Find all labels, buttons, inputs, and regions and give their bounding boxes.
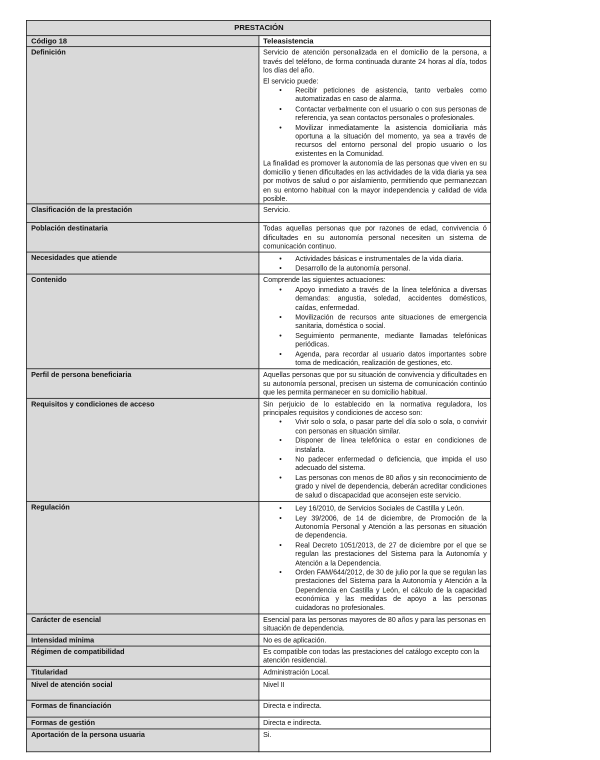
row-requisitos — [26, 398, 490, 502]
definicion-intro: Servicio de atención personalizada en el domicilio de la persona, a través del teléfono, de forma continuada durante 24 horas al día, todos los días del año. — [263, 48, 487, 75]
regulacion-label: Regulación — [26, 502, 258, 614]
list-item: • Contactar verbalmente con el usuario o con sus personas de referencia, ya sean contactos personales o profesionales. — [295, 104, 487, 122]
regulacion-value — [259, 502, 491, 614]
contenido-lead: Comprende las siguientes actuaciones: — [263, 275, 386, 285]
financiacion-value: Directa e indirecta. — [259, 700, 491, 717]
definicion-lead: El servicio puede: — [263, 76, 319, 85]
regulacion-list — [263, 504, 487, 612]
perfil-value: Aquellas personas que por su situación de convivencia y dificultades en su autonomía personal, precisen un sistema de comunicación continúo que les permita permanecer en su domicilio habitual. — [259, 369, 491, 398]
list-item: • Actividades básicas e instrumentales de la vida diaria. — [295, 254, 487, 263]
caracter-value: Esencial para las personas mayores de 80 años y para las personas en situación de dependencia. — [259, 614, 491, 634]
requisitos-lead: Sin perjuicio de lo establecido en la normativa reguladora, los principales requisitos y condiciones de acceso son: — [263, 399, 487, 417]
row-clasificacion — [26, 204, 490, 223]
gestion-label: Formas de gestión — [26, 717, 258, 729]
intensidad-label: Intensidad mínima — [26, 634, 258, 646]
table-title: PRESTACIÓN — [26, 20, 490, 35]
list-item: • Agenda, para recordar al usuario datos importantes sobre toma de medicación, realización de gestiones, etc. — [295, 349, 487, 367]
codigo-label: Código 18 — [26, 36, 258, 47]
requisitos-value — [259, 398, 491, 502]
titularidad-value: Administración Local. — [259, 666, 491, 679]
list-item: • Movilizar inmediatamente la asistencia domiciliaria más oportuna a la situación del momento, ya sea a través de recursos del entorno personal del propio usuario o los existentes en la Comunidad. — [295, 123, 487, 158]
list-item: • No padecer enfermedad o deficiencia, que impida el uso adecuado del sistema. — [295, 455, 487, 473]
row-aportacion — [26, 729, 490, 752]
caracter-label: Carácter de esencial — [26, 614, 258, 634]
row-poblacion — [26, 223, 490, 252]
necesidades-list — [263, 254, 487, 272]
poblacion-value: Todas aquellas personas que por razones de edad, convivencia ó dificultades en su autonomía personal necesiten un sistema de comunicación continuo. — [259, 223, 491, 252]
row-definicion — [26, 47, 490, 204]
row-necesidades — [26, 252, 490, 275]
table-header-row — [26, 20, 490, 35]
intensidad-value: No es de aplicación. — [259, 634, 491, 646]
prestacion-sheet — [26, 20, 491, 752]
list-item: • Orden FAM/644/2012, de 30 de julio por la que se regulan las prestaciones del Sistema para la Autonomía y Atención a la Dependencia en Castilla y León, el cálculo de la capacidad económica y las medidas de apoyo a las personas cuidadoras no profesionales. — [295, 568, 487, 612]
row-gestion — [26, 717, 490, 729]
regimen-label: Régimen de compatibilidad — [26, 646, 258, 666]
clasificacion-value: Servicio. — [259, 204, 491, 223]
list-item: • Vivir solo o sola, o pasar parte del día solo o sola, o convivir con personas en situación similar. — [295, 418, 487, 436]
row-caracter — [26, 614, 490, 634]
list-item: • Recibir peticiones de asistencia, tanto verbales como automatizadas en caso de alarma. — [295, 86, 487, 104]
definicion-value — [259, 47, 491, 204]
regimen-value: Es compatible con todas las prestaciones del catálogo excepto con la atención residencial. — [259, 646, 491, 666]
list-item: • Ley 39/2006, de 14 de diciembre, de Promoción de la Autonomía Personal y Atención a las personas en situación de dependencia. — [295, 513, 487, 539]
definicion-label: Definición — [26, 47, 258, 204]
nivel-label: Nivel de atención social — [26, 679, 258, 700]
row-regimen — [26, 646, 490, 666]
list-item: • Ley 16/2010, de Servicios Sociales de Castilla y León. — [295, 504, 487, 513]
contenido-label: Contenido — [26, 274, 258, 369]
clasificacion-label: Clasificación de la prestación — [26, 204, 258, 223]
row-regulacion — [26, 502, 490, 614]
codigo-value: Teleasistencia — [259, 36, 491, 47]
titularidad-label: Titularidad — [26, 666, 258, 679]
list-item: • Seguimiento permanente, mediante llamadas telefónicas periódicas. — [295, 331, 487, 349]
definicion-list — [263, 86, 487, 158]
financiacion-label: Formas de financiación — [26, 700, 258, 717]
row-financiacion — [26, 700, 490, 717]
definicion-closing: La finalidad es promover la autonomía de las personas que viven en su domicilio y tienen dificultades en las actividades de la vida diaria ya sea por motivos de salud o por aislamiento, permitiendo que permanezcan en su entorno habitual con la mayor independencia y calidad de vida posible. — [263, 158, 487, 203]
requisitos-label: Requisitos y condiciones de acceso — [26, 398, 258, 502]
necesidades-value — [259, 252, 491, 275]
necesidades-label: Necesidades que atiende — [26, 252, 258, 275]
list-item: • Las personas con menos de 80 años y sin reconocimiento de grado y nivel de dependencia, deberán acreditar condiciones de salud o discapacidad que aconsejen este servicio. — [295, 473, 487, 499]
requisitos-list — [263, 418, 487, 500]
poblacion-label: Población destinataria — [26, 223, 258, 252]
list-item: • Disponer de línea telefónica o estar en condiciones de instalarla. — [295, 436, 487, 454]
contenido-list — [263, 285, 487, 367]
aportacion-value: Si. — [259, 729, 491, 752]
perfil-label: Perfil de persona beneficiaria — [26, 369, 258, 398]
list-item: • Desarrollo de la autonomía personal. — [295, 263, 487, 272]
nivel-value: Nivel II — [259, 679, 491, 700]
row-perfil — [26, 369, 490, 398]
row-codigo — [26, 36, 490, 47]
row-intensidad — [26, 634, 490, 646]
row-contenido — [26, 274, 490, 369]
row-nivel — [26, 679, 490, 700]
list-item: • Real Decreto 1051/2013, de 27 de diciembre por el que se regulan las prestaciones del Sistema para la Autonomía y Atención a la Dependencia. — [295, 541, 487, 567]
aportacion-label: Aportación de la persona usuaria — [26, 729, 258, 752]
row-titularidad — [26, 666, 490, 679]
gestion-value: Directa e indirecta. — [259, 717, 491, 729]
prestacion-table — [26, 20, 491, 752]
contenido-value — [259, 274, 491, 369]
list-item: • Apoyo inmediato a través de la línea telefónica a diversas demandas: angustia, soledad, accidentes domésticos, caídas, enfermedad. — [295, 285, 487, 311]
list-item: • Movilización de recursos ante situaciones de emergencia sanitaria, doméstica o social. — [295, 313, 487, 331]
